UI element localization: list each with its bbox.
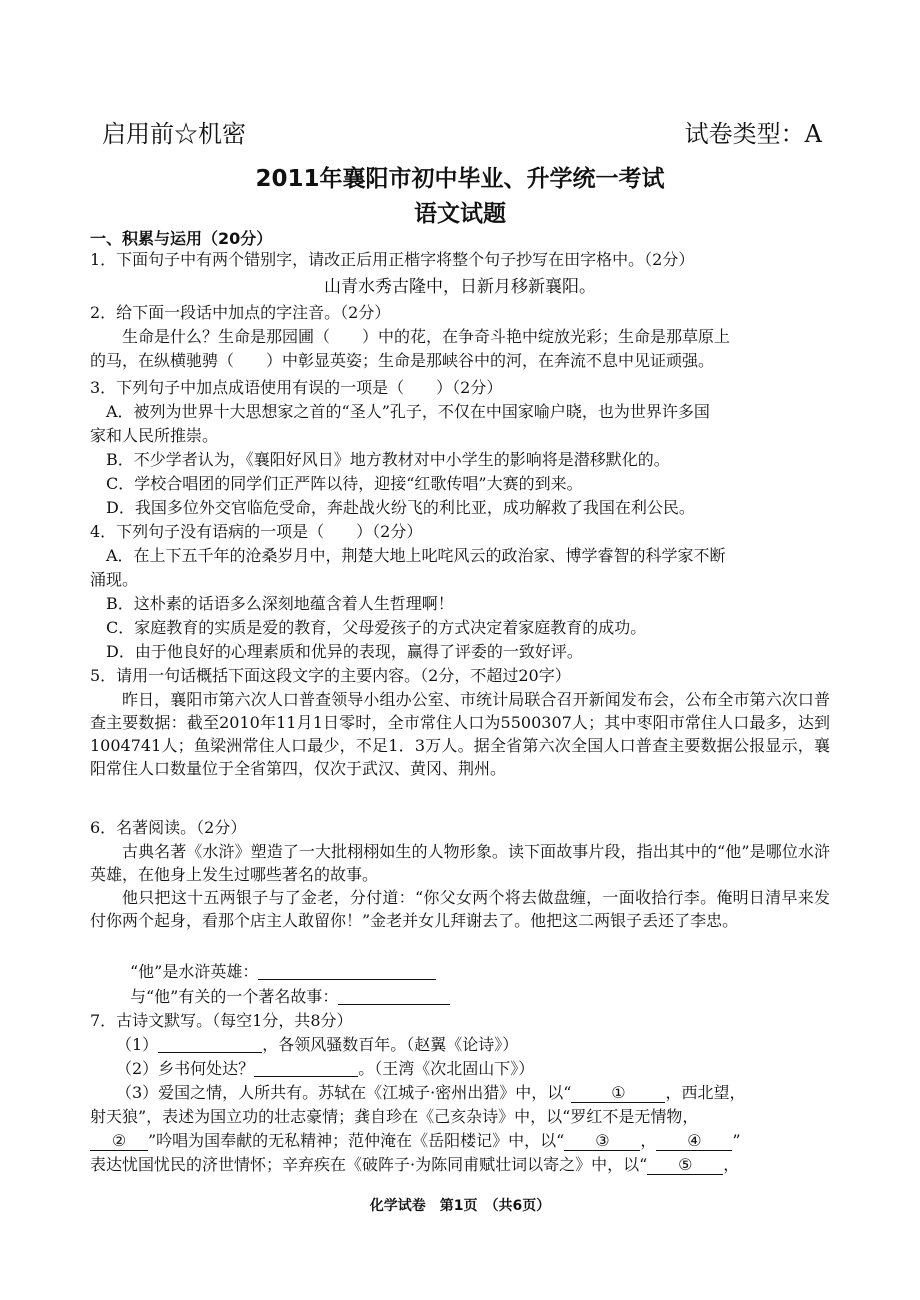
q4-option-d: D．由于他良好的心理素质和优异的表现，赢得了评委的一致好评。 — [106, 642, 583, 661]
q2-passage-line-2: 的马，在纵横驰骋（ ）中彰显英姿；生命是那峡谷中的河，在奔流不息中见证顽强。 — [90, 351, 715, 370]
q6-intro: 古典名著《水浒》塑造了一大批栩栩如生的人物形象。读下面故事片段，指出其中的“他”是哪位水浒英雄，在他身上发生过哪些著名的故事。 — [90, 842, 830, 884]
q6-hero-label: “他”是水浒英雄： — [130, 962, 259, 981]
question-3: 3．下列句子中加点成语使用有误的一项是（ ）（2分） — [90, 378, 503, 397]
q3-option-b: B．不少学者认为，《襄阳好风日》地方教材对中小学生的影响将是潜移默化的。 — [106, 450, 670, 469]
question-1: 1．下面句子中有两个错别字，请改正后用正楷字将整个句子抄写在田字格中。（2分） — [90, 250, 695, 269]
q3-option-d: D．我国多位外交官临危受命，奔赴战火纷飞的利比亚，成功解救了我国在利公民。 — [106, 498, 695, 517]
q7-separator: ， — [640, 1131, 657, 1150]
q3-option-a-line-1: A．被列为世界十大思想家之首的“圣人”孔子，不仅在中国家喻户晓，也为世界许多国 — [106, 402, 710, 421]
q7-item-3-text-c: 射天狼”，表述为国立功的壮志豪情；龚自珍在《己亥杂诗》中，以“罗红不是无情物， — [90, 1107, 699, 1126]
q6-story-blank[interactable] — [338, 988, 450, 1005]
q4-option-a-line-2: 涌现。 — [90, 570, 139, 589]
question-4: 4．下列句子没有语病的一项是（ ）（2分） — [90, 522, 423, 541]
q3-option-a-line-2: 家和人民所推崇。 — [90, 426, 219, 445]
q7-item-3-text-f: 表达忧国忧民的济世情怀；辛弃疾在《破阵子·为陈同甫赋壮词以寄之》中，以“ — [90, 1155, 648, 1174]
question-7: 7．古诗文默写。（每空1分，共8分） — [90, 1011, 353, 1030]
page-footer: 化学试卷 第1页 （共6页） — [369, 1198, 551, 1214]
q6-story-label: 与“他”有关的一个著名故事： — [130, 987, 339, 1006]
paper-type-label: 试卷类型：A — [684, 120, 822, 148]
q7-blank-3[interactable]: ③ — [564, 1132, 640, 1151]
q1-sentence: 山青水秀古隆中，日新月移新襄阳。 — [324, 277, 596, 297]
q6-hero-blank[interactable] — [258, 963, 436, 980]
q5-passage: 昨日，襄阳市第六次人口普查领导小组办公室、市统计局联合召开新闻发布会，公布全市第六次口普查主要数据：截至2010年11月1日零时，全市常住人口为5500307人；其中枣阳市常住人口最多，达到1004741人；鱼梁洲常住人口最少，不足1．3万人。据全省第六次全国人口普查主要数据公报显示，襄阳常住人口数量位于全省第四，仅次于武汉、黄冈、荆州。 — [90, 690, 830, 778]
q7-item-2-blank[interactable] — [254, 1060, 358, 1077]
q7-item-1-blank[interactable] — [158, 1036, 262, 1053]
exam-title: 2011年襄阳市初中毕业、升学统一考试 — [255, 166, 665, 192]
q4-option-b: B．这朴素的话语多么深刻地蕴含着人生哲理啊！ — [106, 594, 454, 613]
q3-option-c: C．学校合唱团的同学们正严阵以待，迎接“红歌传唱”大赛的到来。 — [106, 474, 583, 493]
q7-item-2-prefix: （2）乡书何处达？ — [116, 1059, 255, 1078]
confidential-label: 启用前☆机密 — [102, 120, 246, 148]
q7-item-3-text-g: ， — [723, 1155, 740, 1174]
q7-item-2-text: 。（王湾《次北固山下》） — [358, 1059, 535, 1078]
question-2: 2．给下面一段话中加点的字注音。（2分） — [90, 303, 391, 322]
question-5: 5．请用一句话概括下面这段文字的主要内容。（2分，不超过20字） — [90, 666, 571, 685]
q7-item-1-prefix: （1） — [116, 1035, 159, 1054]
q2-passage-line-1: 生命是什么？生命是那园圃（ ）中的花，在争奇斗艳中绽放光彩；生命是那草原上 — [122, 327, 731, 346]
q7-blank-5[interactable]: ⑤ — [647, 1156, 723, 1175]
q7-item-3-text-a: （3）爱国之情，人所共有。苏轼在《江城子·密州出猎》中，以“ — [116, 1083, 572, 1102]
q4-option-a-line-1: A．在上下五千年的沧桑岁月中，荆楚大地上叱咤风云的政治家、博学睿智的科学家不断 — [106, 546, 726, 565]
exam-subtitle: 语文试题 — [414, 201, 506, 227]
q7-item-3-text-e: ” — [732, 1131, 741, 1150]
q7-blank-4[interactable]: ④ — [656, 1132, 732, 1151]
q7-item-3-text-b: ，西北望， — [665, 1083, 746, 1102]
section-heading: 一、积累与运用（20分） — [90, 229, 273, 248]
q7-blank-1[interactable]: ① — [571, 1084, 665, 1103]
question-6: 6．名著阅读。（2分） — [90, 818, 247, 837]
q4-option-c: C．家庭教育的实质是爱的教育，父母爱孩子的方式决定着家庭教育的成功。 — [106, 618, 647, 637]
q7-item-1-text: ，各领风骚数百年。（赵翼《论诗》） — [262, 1035, 519, 1054]
q7-blank-2[interactable]: ② — [90, 1132, 148, 1151]
q6-passage: 他只把这十五两银子与了金老，分付道：“你父女两个将去做盘缠，一面收拾行李。俺明日清早来发付你两个起身，看那个店主人敢留你！”金老并女儿拜谢去了。他把这二两银子丢还了李忠。 — [90, 888, 830, 930]
q7-item-3-text-d: ”吟唱为国奉献的无私精神；范仲淹在《岳阳楼记》中，以“ — [148, 1131, 565, 1150]
